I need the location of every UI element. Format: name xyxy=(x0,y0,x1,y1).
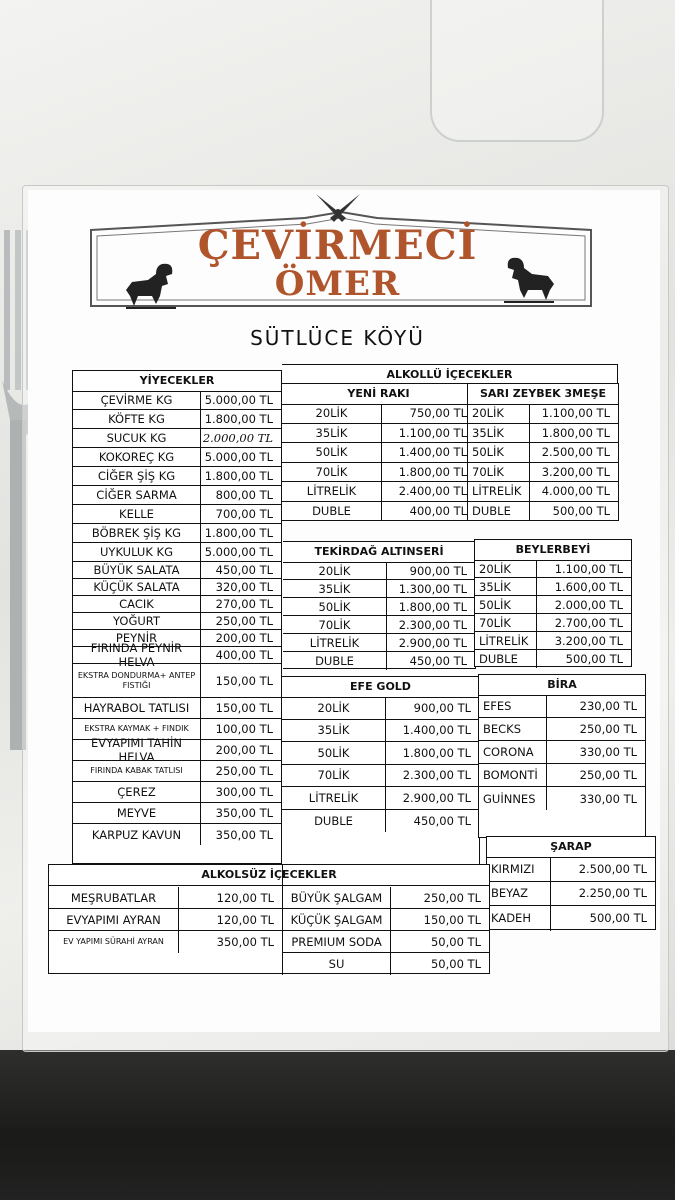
item-name: 20LİK xyxy=(468,404,530,423)
item-price: 350,00 TL xyxy=(215,806,273,820)
menu-row xyxy=(479,718,645,741)
item-name: CACIK xyxy=(73,596,201,612)
menu-row xyxy=(283,634,475,652)
item-price: 320,00 TL xyxy=(215,580,273,594)
menu-row xyxy=(73,486,281,505)
menu-row xyxy=(282,765,479,788)
restaurant-name-line2: ÖMER xyxy=(274,264,401,304)
item-price: 450,00 TL xyxy=(413,813,471,828)
item-price: 450,00 TL xyxy=(409,654,467,668)
item-price: 150,00 TL xyxy=(215,673,273,688)
menu-row xyxy=(475,650,631,668)
item-name: LİTRELİK xyxy=(282,787,386,809)
item-price: 1.800,00 TL xyxy=(204,469,273,483)
item-name: DUBLE xyxy=(283,652,387,670)
menu-row xyxy=(282,463,475,483)
menu-row xyxy=(479,741,645,764)
menu-row xyxy=(73,505,281,524)
item-price: 450,00 TL xyxy=(215,563,273,577)
item-price: 200,00 TL xyxy=(215,743,273,757)
item-name: 50LİK xyxy=(282,443,382,462)
menu-row xyxy=(283,931,489,953)
item-name: HAYRABOL TATLISI xyxy=(73,698,201,718)
section-heading: BEYLERBEYİ xyxy=(475,540,631,561)
menu-row xyxy=(73,429,281,448)
location-subtitle: SÜTLÜCE KÖYÜ xyxy=(250,326,425,350)
section-heading: ALKOLSÜZ İÇECEKLER xyxy=(49,865,489,886)
item-name: LİTRELİK xyxy=(475,632,537,649)
menu-row xyxy=(283,598,475,616)
item-price: 330,00 TL xyxy=(579,791,637,806)
item-price: 350,00 TL xyxy=(216,935,274,949)
menu-row xyxy=(283,953,489,975)
item-name: LİTRELİK xyxy=(283,634,387,651)
menu-row xyxy=(283,909,489,931)
item-name: 70LİK xyxy=(468,463,530,482)
item-price: 2.400,00 TL xyxy=(398,484,467,499)
item-name: MEŞRUBATLAR xyxy=(49,887,179,908)
item-name: 20LİK xyxy=(475,560,537,577)
item-name: FIRINDA PEYNİR HELVA xyxy=(73,647,201,663)
menu-row xyxy=(73,613,281,630)
item-name: EVYAPIMI TAHİN HELVA xyxy=(73,740,201,760)
item-price: 1.100,00 TL xyxy=(541,406,610,421)
item-name: UYKULUK KG xyxy=(73,543,201,561)
non-alcoholic-section xyxy=(48,864,490,974)
item-price: 2.250,00 TL xyxy=(578,886,647,901)
item-price: 900,00 TL xyxy=(409,563,467,578)
item-name: 50LİK xyxy=(282,742,386,764)
menu-row xyxy=(283,616,475,634)
item-name: BÖBREK ŞİŞ KG xyxy=(73,524,201,542)
menu-row xyxy=(73,543,281,562)
item-name: DUBLE xyxy=(282,502,382,522)
menu-row xyxy=(479,764,645,787)
item-name: GUİNNES xyxy=(479,787,547,810)
item-name: FIRINDA KABAK TATLISI xyxy=(73,761,201,781)
menu-row xyxy=(283,652,475,670)
item-name: SU xyxy=(283,953,391,975)
item-price: 500,00 TL xyxy=(589,911,647,926)
item-price: 400,00 TL xyxy=(215,648,273,662)
section-heading: SARI ZEYBEK 3MEŞE xyxy=(468,384,618,405)
item-price: 2.700,00 TL xyxy=(554,615,623,630)
menu-row xyxy=(73,803,281,824)
item-price: 1.800,00 TL xyxy=(402,745,471,760)
item-name: CORONA xyxy=(479,741,547,763)
item-price: 700,00 TL xyxy=(215,507,273,521)
menu-row xyxy=(468,502,618,522)
item-price: 2.900,00 TL xyxy=(398,635,467,650)
item-name: KIRMIZI xyxy=(487,857,551,881)
menu-row xyxy=(487,857,655,882)
non-alcoholic-right xyxy=(283,865,489,975)
item-price: 300,00 TL xyxy=(215,785,273,799)
item-name: KÖFTE KG xyxy=(73,410,201,428)
item-price: 500,00 TL xyxy=(565,652,623,666)
menu-row xyxy=(73,664,281,698)
alcoholic-drinks-heading: ALKOLLÜ İÇECEKLER xyxy=(386,368,513,381)
menu-row xyxy=(282,720,479,743)
item-name: 35LİK xyxy=(282,424,382,443)
menu-row xyxy=(282,502,475,522)
item-name: KOKOREÇ KG xyxy=(73,448,201,466)
menu-row xyxy=(73,736,281,764)
menu-row xyxy=(468,404,618,424)
item-price: 1.800,00 TL xyxy=(204,526,273,540)
item-price: 1.800,00 TL xyxy=(398,464,467,479)
item-price: 1.800,00 TL xyxy=(398,599,467,614)
yeni-raki-section xyxy=(282,383,476,521)
item-name: 50LİK xyxy=(475,596,537,613)
item-name: 50LİK xyxy=(468,443,530,462)
item-name: CİĞER ŞİŞ KG xyxy=(73,467,201,485)
item-price: 900,00 TL xyxy=(413,700,471,715)
item-name: EKSTRA DONDURMA+ ANTEP FISTIĞI xyxy=(73,664,201,697)
item-price: 120,00 TL xyxy=(216,912,274,927)
item-price: 5.000,00 TL xyxy=(204,393,273,407)
item-name: KÜÇÜK SALATA xyxy=(73,579,201,595)
item-price: 2.500,00 TL xyxy=(541,445,610,460)
item-name: EV YAPIMI SÜRAHİ AYRAN xyxy=(49,931,179,953)
item-price: 1.400,00 TL xyxy=(398,445,467,460)
food-heading: YİYECEKLER xyxy=(73,371,281,392)
menu-row xyxy=(479,787,645,810)
menu-row xyxy=(73,391,281,410)
item-price: 2.000,00 TL xyxy=(554,597,623,612)
sari-zeybek-section xyxy=(467,383,619,521)
item-name: EVYAPIMI AYRAN xyxy=(49,909,179,930)
section-heading: TEKİRDAĞ ALTINSERİ xyxy=(283,542,475,563)
item-price: 4.000,00 TL xyxy=(541,484,610,499)
section-heading: EFE GOLD xyxy=(282,677,479,698)
item-price: 5.000,00 TL xyxy=(204,450,273,464)
menu-row xyxy=(73,641,281,669)
item-price: 5.000,00 TL xyxy=(204,545,273,559)
item-name: KARPUZ KAVUN xyxy=(73,824,201,845)
item-name: KELLE xyxy=(73,505,201,523)
item-price: 270,00 TL xyxy=(215,597,273,611)
item-price: 250,00 TL xyxy=(579,722,637,736)
section-heading: YENİ RAKI xyxy=(282,384,475,405)
item-name: BECKS xyxy=(479,718,547,740)
menu-row xyxy=(479,695,645,718)
menu-row xyxy=(283,562,475,580)
item-price: 200,00 TL xyxy=(215,631,273,645)
menu-row xyxy=(73,782,281,803)
menu-row xyxy=(73,410,281,429)
menu-row xyxy=(282,742,479,765)
item-name: CİĞER SARMA xyxy=(73,486,201,504)
section-heading: ŞARAP xyxy=(487,837,655,858)
item-price: 330,00 TL xyxy=(579,745,637,759)
menu-row xyxy=(73,524,281,543)
item-name: 70LİK xyxy=(282,765,386,787)
item-name: DUBLE xyxy=(468,502,530,522)
item-price: 50,00 TL xyxy=(430,934,481,949)
efe-gold-section xyxy=(282,676,480,866)
menu-row xyxy=(487,906,655,931)
menu-row xyxy=(475,596,631,614)
item-price: 250,00 TL xyxy=(215,764,273,778)
item-name: EKSTRA KAYMAK + FINDIK xyxy=(73,719,201,739)
item-price: 50,00 TL xyxy=(430,957,481,971)
item-price: 250,00 TL xyxy=(215,614,273,628)
item-price: 350,00 TL xyxy=(215,827,273,842)
item-name: 70LİK xyxy=(283,616,387,633)
item-price: 2.500,00 TL xyxy=(578,861,647,876)
item-price: 1.100,00 TL xyxy=(398,425,467,440)
item-price: 2.300,00 TL xyxy=(402,768,471,783)
drinking-glass xyxy=(430,0,604,142)
menu-row xyxy=(468,424,618,444)
item-name: ÇEREZ xyxy=(73,782,201,802)
item-price: 1.400,00 TL xyxy=(402,723,471,738)
item-name: 20LİK xyxy=(282,697,386,719)
menu-row xyxy=(283,580,475,598)
menu-row xyxy=(282,424,475,444)
menu-row xyxy=(73,596,281,613)
item-price: 800,00 TL xyxy=(215,488,273,502)
item-price: 1.800,00 TL xyxy=(204,412,273,426)
item-name: EFES xyxy=(479,695,547,717)
item-name: PREMIUM SODA xyxy=(283,931,391,952)
item-name: 35LİK xyxy=(282,720,386,742)
menu-row xyxy=(73,698,281,719)
menu-row xyxy=(73,761,281,782)
item-name: DUBLE xyxy=(282,810,386,833)
menu-row xyxy=(73,448,281,467)
menu-row xyxy=(49,909,282,931)
item-price: 400,00 TL xyxy=(409,504,467,519)
item-price: 1.800,00 TL xyxy=(541,425,610,440)
menu-row xyxy=(475,632,631,650)
alcoholic-drinks-heading-box xyxy=(282,364,618,384)
item-name: YOĞURT xyxy=(73,613,201,629)
item-name: 35LİK xyxy=(283,580,387,597)
item-price: 120,00 TL xyxy=(216,890,274,905)
menu-row xyxy=(73,579,281,596)
item-name: MEYVE xyxy=(73,803,201,823)
item-price: 3.200,00 TL xyxy=(541,464,610,479)
menu-row xyxy=(49,887,282,909)
item-name: 70LİK xyxy=(475,614,537,631)
menu-row xyxy=(468,482,618,502)
item-price: 2.300,00 TL xyxy=(398,617,467,632)
menu-row xyxy=(282,697,479,720)
item-price: 2.900,00 TL xyxy=(402,790,471,805)
menu-row xyxy=(282,810,479,833)
item-price: 3.200,00 TL xyxy=(554,633,623,648)
menu-row xyxy=(468,463,618,483)
item-price: 100,00 TL xyxy=(215,722,273,736)
item-price: 230,00 TL xyxy=(579,699,637,713)
menu-row xyxy=(283,887,489,909)
menu-row xyxy=(475,578,631,596)
item-price: 1.300,00 TL xyxy=(398,581,467,596)
menu-row xyxy=(73,824,281,845)
restaurant-name-line1: ÇEVİRMECİ xyxy=(197,222,478,269)
item-name: KÜÇÜK ŞALGAM xyxy=(283,909,391,930)
item-name: BEYAZ xyxy=(487,882,551,906)
item-name: 20LİK xyxy=(282,404,382,423)
menu-row xyxy=(282,443,475,463)
item-name: PEYNİR xyxy=(73,630,201,646)
menu-row xyxy=(73,467,281,486)
menu-row xyxy=(282,482,475,502)
menu-row xyxy=(73,562,281,579)
item-name: 70LİK xyxy=(282,463,382,482)
item-price: 1.100,00 TL xyxy=(554,561,623,576)
item-name: KADEH xyxy=(487,906,551,931)
item-name: ÇEVİRME KG xyxy=(73,391,201,409)
item-name: SUCUK KG xyxy=(73,429,201,447)
item-name: BOMONTİ xyxy=(479,764,547,786)
item-price: 150,00 TL xyxy=(215,701,273,715)
item-name: LİTRELİK xyxy=(468,482,530,501)
food-section xyxy=(72,370,282,864)
section-heading: BİRA xyxy=(479,675,645,696)
item-name: BÜYÜK ŞALGAM xyxy=(283,887,391,908)
item-price: 250,00 TL xyxy=(579,768,637,782)
beylerbeyi-section xyxy=(474,539,632,667)
item-name: 35LİK xyxy=(468,424,530,443)
background-lap xyxy=(0,1050,675,1200)
bira-section xyxy=(478,674,646,838)
item-price: 150,00 TL xyxy=(423,912,481,927)
menu-row xyxy=(475,614,631,632)
item-name: LİTRELİK xyxy=(282,482,382,501)
item-price: 250,00 TL xyxy=(423,890,481,905)
item-name: BÜYÜK SALATA xyxy=(73,562,201,578)
item-price: 2.000,00 TL xyxy=(202,431,273,445)
item-price: 750,00 TL xyxy=(409,406,467,421)
item-name: DUBLE xyxy=(475,650,537,668)
menu-row xyxy=(282,404,475,424)
item-name: 20LİK xyxy=(283,562,387,579)
non-alcoholic-left xyxy=(49,865,283,975)
item-name: 35LİK xyxy=(475,578,537,595)
menu-row xyxy=(49,931,282,953)
sarap-section xyxy=(486,836,656,930)
tekirdag-section xyxy=(283,541,476,669)
item-price: 1.600,00 TL xyxy=(554,579,623,594)
item-name: 50LİK xyxy=(283,598,387,615)
item-price: 500,00 TL xyxy=(552,504,610,519)
menu-row xyxy=(487,882,655,907)
menu-row xyxy=(475,560,631,578)
menu-row xyxy=(282,787,479,810)
menu-row xyxy=(468,443,618,463)
